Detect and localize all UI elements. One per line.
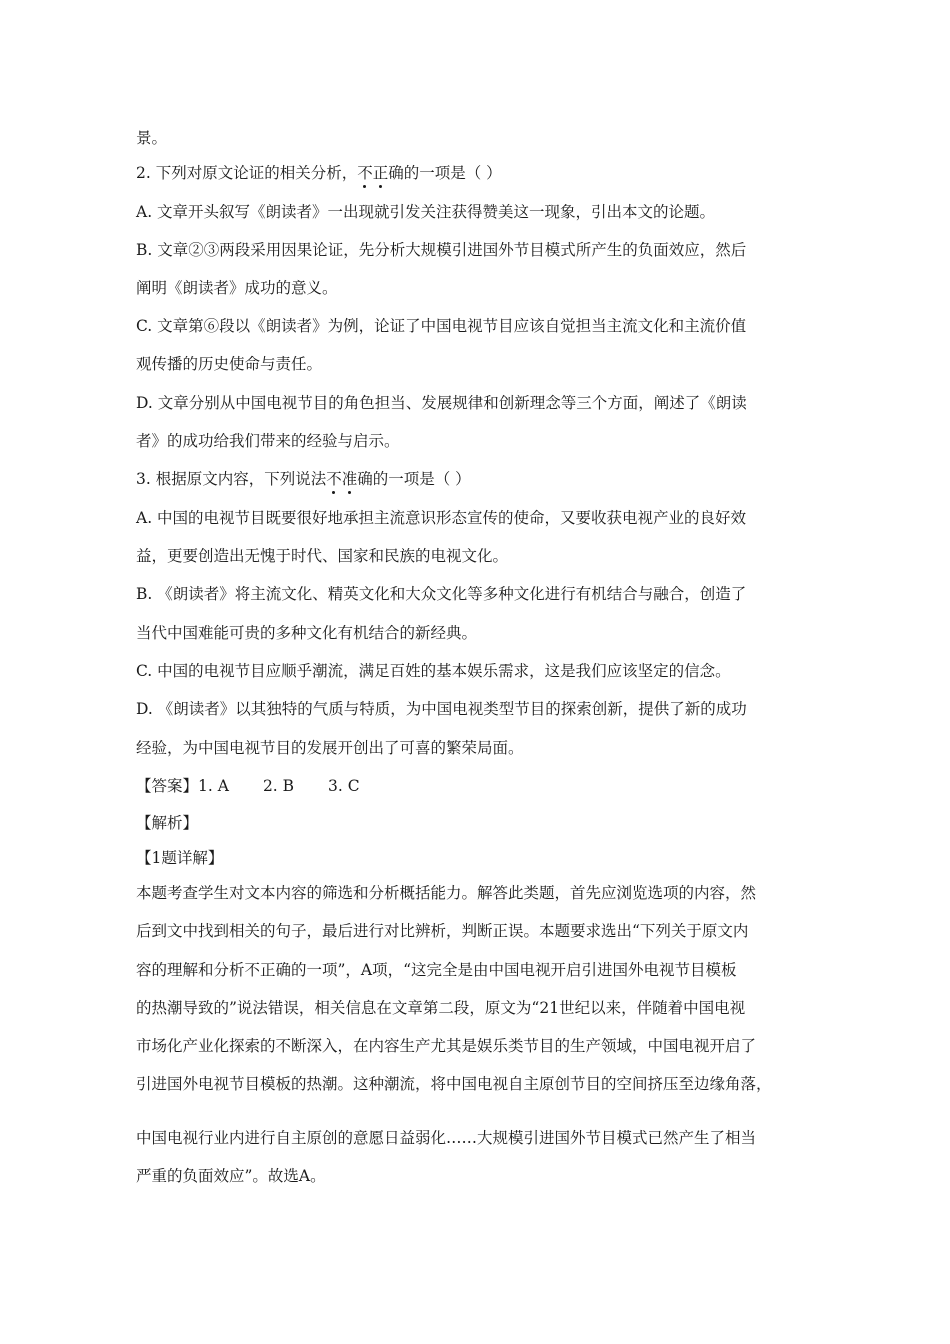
option-3d-cont: 经验，为中国电视节目的发展开创出了可喜的繁荣局面。 [136, 739, 524, 757]
emphasis-char: 正 [372, 164, 389, 182]
option-2d-cont: 者》的成功给我们带来的经验与启示。 [136, 432, 400, 450]
text-line: 景。 [136, 129, 168, 147]
paragraph-line: 严重的负面效应”。故选A。 [136, 1167, 326, 1185]
answer-label: 【答案】 [136, 777, 199, 795]
emphasis-char: 不 [326, 470, 342, 488]
option-3d: D. 《朗读者》以其独特的气质与特质，为中国电视类型节目的探索创新，提供了新的成功 [136, 700, 747, 718]
option-3b-cont: 当代中国难能可贵的多种文化有机结合的新经典。 [136, 624, 478, 642]
analysis-heading: 【解析】 [136, 814, 199, 832]
paragraph-line: 后到文中找到相关的句子，最后进行对比辨析，判断正误。本题要求选出“下列关于原文内 [136, 922, 749, 940]
question-3-prefix: 3. 根据原文内容，下列说法 [136, 470, 327, 488]
question-2-prefix: 2. 下列对原文论证的相关分析， [136, 164, 358, 182]
option-2c: C. 文章第⑥段以《朗读者》为例，论证了中国电视节目应该自觉担当主流文化和主流价值 [136, 317, 747, 335]
detail-heading: 【1题详解】 [136, 849, 224, 867]
answer-line [136, 776, 360, 796]
question-2-suffix: 确的一项是（ ） [388, 164, 502, 182]
paragraph-line: 中国电视行业内进行自主原创的意愿日益弱化……大规模引进国外节目模式已然产生了相当 [136, 1129, 757, 1147]
paragraph-line: 引进国外电视节目模板的热潮。这种潮流，将中国电视自主原创节目的空间挤压至边缘角落， [136, 1075, 772, 1093]
option-3a: A. 中国的电视节目既要很好地承担主流意识形态宣传的使命，又要收获电视产业的良好效 [136, 509, 747, 527]
answer-3: 3. C [328, 777, 360, 795]
option-2b-cont: 阐明《朗读者》成功的意义。 [136, 279, 338, 297]
option-2b: B. 文章②③两段采用因果论证，先分析大规模引进国外节目模式所产生的负面效应，然后 [136, 241, 747, 259]
paragraph-line: 的热潮导致的”说法错误，相关信息在文章第二段，原文为“21世纪以来，伴随着中国电视 [136, 999, 746, 1017]
answer-1: 1. A [198, 777, 229, 795]
option-2c-cont: 观传播的历史使命与责任。 [136, 355, 323, 373]
answer-2: 2. B [262, 777, 295, 795]
paragraph-line: 市场化产业化探索的不断深入，在内容生产尤其是娱乐类节目的生产领域，中国电视开启了 [136, 1037, 757, 1055]
paragraph-line: 容的理解和分析不正确的一项”，A项，“这完全是由中国电视开启引进国外电视节目模板 [136, 961, 737, 979]
option-2d: D. 文章分别从中国电视节目的角色担当、发展规律和创新理念等三个方面，阐述了《朗读 [136, 394, 747, 412]
question-3-suffix: 确的一项是（ ） [357, 470, 471, 488]
emphasis-char: 不 [357, 164, 373, 182]
question-2-stem [136, 163, 502, 183]
paragraph-line: 本题考查学生对文本内容的筛选和分析概括能力。解答此类题，首先应浏览选项的内容，然 [136, 884, 757, 902]
option-3b: B. 《朗读者》将主流文化、精英文化和大众文化等多种文化进行有机结合与融合，创造了 [136, 585, 747, 603]
question-3-stem [136, 469, 471, 489]
option-2a: A. 文章开头叙写《朗读者》一出现就引发关注获得赞美这一现象，引出本文的论题。 [136, 203, 716, 221]
option-3c: C. 中国的电视节目应顺乎潮流，满足百姓的基本娱乐需求，这是我们应该坚定的信念。 [136, 662, 731, 680]
emphasis-char: 准 [341, 470, 358, 488]
option-3a-cont: 益，更要创造出无愧于时代、国家和民族的电视文化。 [136, 547, 509, 565]
